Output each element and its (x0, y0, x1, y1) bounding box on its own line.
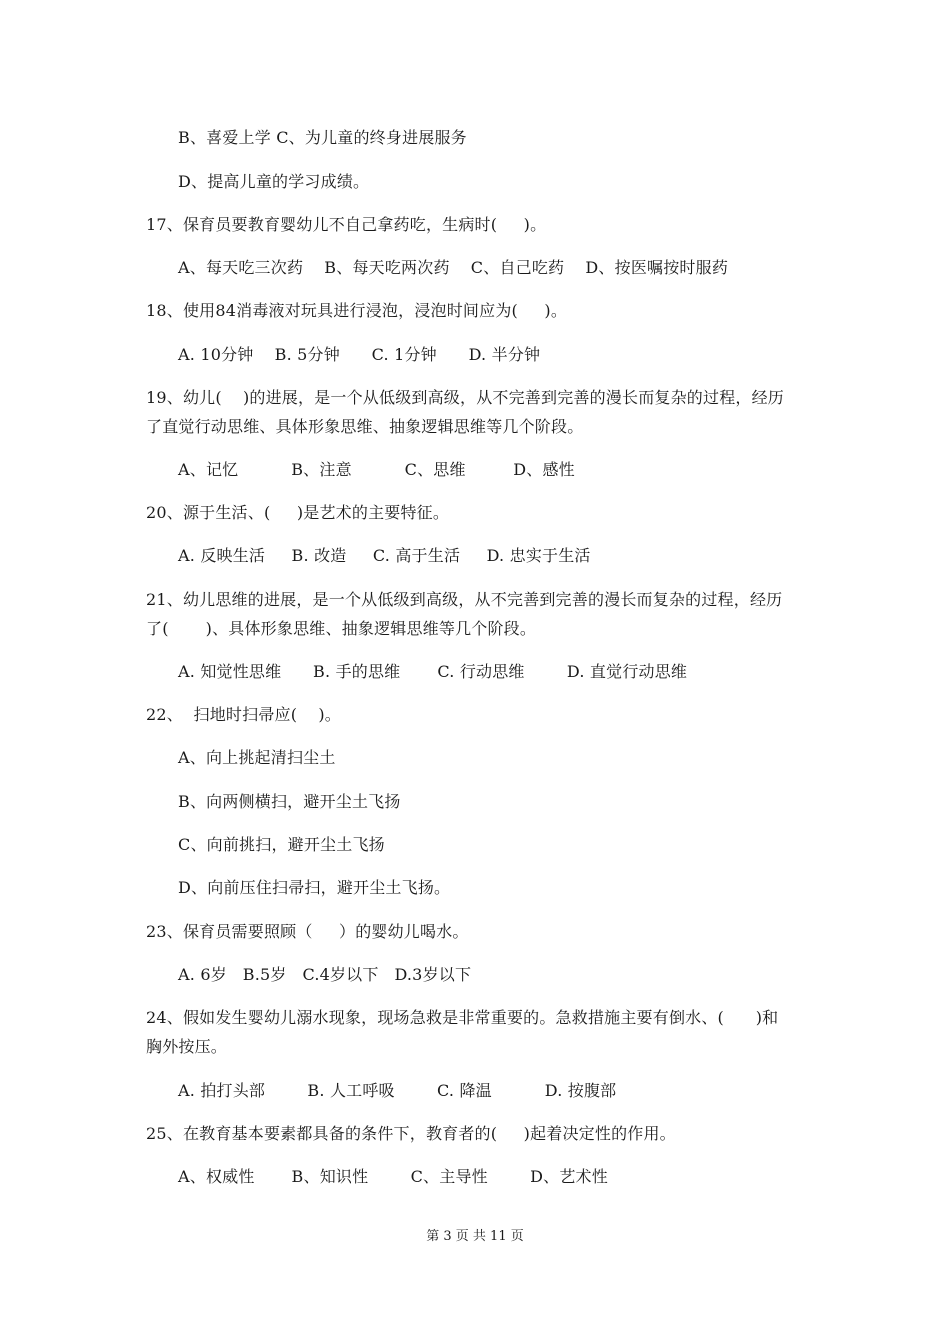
question-21: 21、幼儿思维的进展，是一个从低级到高级，从不完善到完善的漫长而复杂的过程，经历 (146, 590, 783, 609)
question-24-continued: 胸外按压。 (146, 1037, 228, 1056)
question-22: 22、 扫地时扫帚应( )。 (146, 705, 341, 724)
question-21-continued: 了( )、具体形象思维、抽象逻辑思维等几个阶段。 (146, 619, 537, 638)
question-21-options: A. 知觉性思维 B. 手的思维 C. 行动思维 D. 直觉行动思维 (178, 662, 688, 681)
question-17-options: A、每天吃三次药 B、每天吃两次药 C、自己吃药 D、按医嘱按时服药 (178, 258, 729, 277)
question-19: 19、幼儿( )的进展，是一个从低级到高级，从不完善到完善的漫长而复杂的过程，经历 (146, 388, 784, 407)
question-19-options: A、记忆 B、注意 C、思维 D、感性 (178, 460, 575, 479)
question-25: 25、在教育基本要素都具备的条件下，教育者的( )起着决定性的作用。 (146, 1124, 676, 1143)
question-23-options: A. 6岁 B.5岁 C.4岁以下 D.3岁以下 (178, 965, 472, 984)
option-line: B、喜爱上学 C、为儿童的终身进展服务 (178, 128, 467, 147)
question-20: 20、源于生活、( )是艺术的主要特征。 (146, 503, 450, 522)
question-18-options: A. 10分钟 B. 5分钟 C. 1分钟 D. 半分钟 (178, 345, 541, 364)
question-24-options: A. 拍打头部 B. 人工呼吸 C. 降温 D. 按腹部 (178, 1081, 617, 1100)
question-17: 17、保育员要教育婴幼儿不自己拿药吃，生病时( )。 (146, 215, 547, 234)
question-24: 24、假如发生婴幼儿溺水现象，现场急救是非常重要的。急救措施主要有倒水、( )和 (146, 1008, 779, 1027)
question-23: 23、保育员需要照顾（ ）的婴幼儿喝水。 (146, 922, 469, 941)
page-footer: 第 3 页 共 11 页 (426, 1229, 524, 1244)
question-19-continued: 了直觉行动思维、具体形象思维、抽象逻辑思维等几个阶段。 (146, 417, 584, 436)
question-20-options: A. 反映生活 B. 改造 C. 高于生活 D. 忠实于生活 (178, 546, 591, 565)
question-22-option-b: B、向两侧横扫，避开尘土飞扬 (178, 792, 401, 811)
question-25-options: A、权威性 B、知识性 C、主导性 D、艺术性 (178, 1167, 608, 1186)
question-22-option-d: D、向前压住扫帚扫，避开尘土飞扬。 (178, 878, 451, 897)
question-18: 18、使用84消毒液对玩具进行浸泡，浸泡时间应为( )。 (146, 301, 568, 320)
option-line: D、提高儿童的学习成绩。 (178, 172, 370, 191)
question-22-option-a: A、向上挑起清扫尘土 (178, 748, 336, 767)
question-22-option-c: C、向前挑扫，避开尘土飞扬 (178, 835, 385, 854)
